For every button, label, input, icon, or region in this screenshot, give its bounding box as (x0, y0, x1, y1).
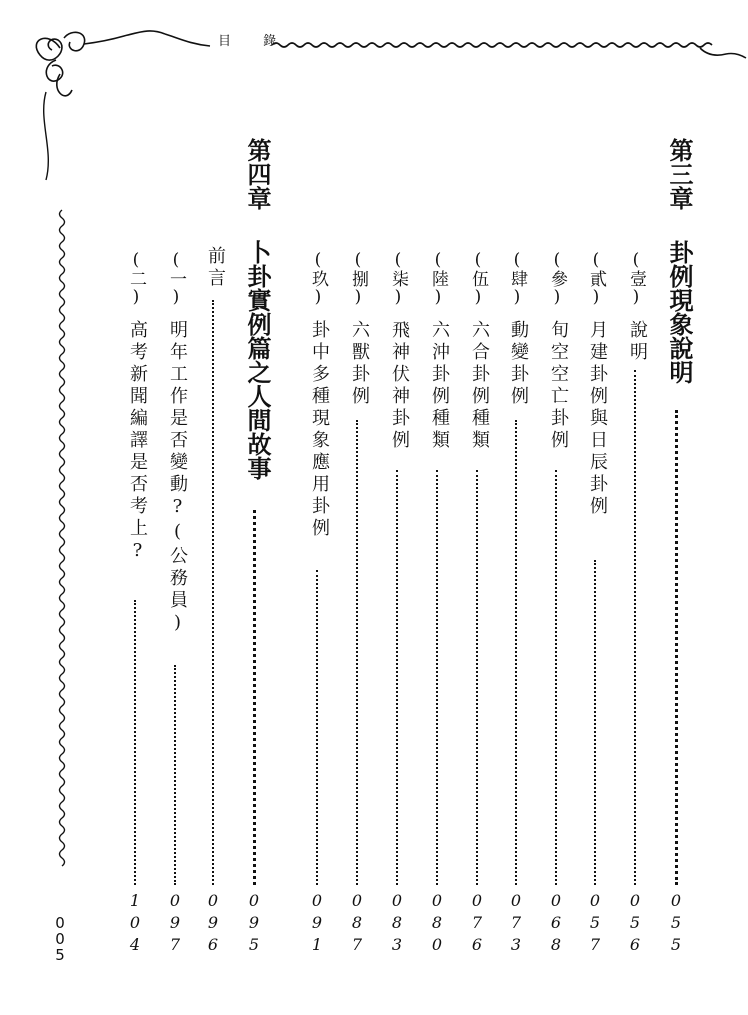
section-mark: (一) (166, 250, 186, 307)
dot-leader (316, 570, 318, 885)
section-title: 前言 (205, 246, 226, 290)
section-title: 六合卦例種類 (469, 320, 490, 452)
ornament-header (0, 0, 748, 120)
dot-leader (396, 470, 398, 885)
section-title: 說明 (627, 320, 648, 364)
section-mark: (伍) (468, 250, 488, 307)
section-title: 六獸卦例 (349, 320, 370, 408)
section-mark: (玖) (308, 250, 328, 307)
section-title: 卦中多種現象應用卦例 (309, 320, 330, 540)
section-page: 076 (471, 891, 483, 954)
section-page: 056 (629, 891, 641, 954)
dot-leader (253, 510, 256, 885)
section-page: 097 (169, 891, 181, 954)
toc-heading: 目 錄 (218, 34, 291, 49)
section-title: 六沖卦例種類 (429, 320, 450, 452)
dot-leader (174, 665, 176, 885)
section-page: 087 (351, 891, 363, 954)
section-mark: (陸) (428, 250, 448, 307)
section-page: 068 (550, 891, 562, 954)
section-mark: (貳) (586, 250, 606, 307)
section-page: 096 (207, 891, 219, 954)
chapter-title: 卜卦實例篇之人間故事 (243, 240, 271, 480)
dot-leader (675, 410, 678, 885)
dot-leader (555, 470, 557, 885)
chapter-number: 第四章 (243, 138, 271, 210)
section-mark: (壹) (626, 250, 646, 307)
dot-leader (634, 370, 636, 885)
chapter-page: 055 (670, 891, 682, 954)
section-title: 動變卦例 (508, 320, 529, 408)
section-title: 高考新聞編譯是否考上? (127, 320, 148, 565)
dot-leader (515, 420, 517, 885)
section-title: 飛神伏神卦例 (389, 320, 410, 452)
section-page: 080 (431, 891, 443, 954)
chapter-title: 卦例現象說明 (665, 240, 693, 384)
dot-leader (134, 600, 136, 885)
section-title: 明年工作是否變動?(公務員) (167, 320, 188, 637)
section-mark: (柒) (388, 250, 408, 307)
page-number: 005 (55, 914, 65, 964)
section-page: 091 (311, 891, 323, 954)
ornament-left-border (0, 0, 80, 1015)
section-mark: (肆) (507, 250, 527, 307)
chapter-number: 第三章 (665, 138, 693, 210)
dot-leader (356, 420, 358, 885)
section-mark: (二) (126, 250, 146, 307)
dot-leader (476, 470, 478, 885)
section-title: 月建卦例與日辰卦例 (587, 320, 608, 518)
section-page: 104 (129, 891, 141, 954)
section-mark: (參) (547, 250, 567, 307)
section-page: 057 (589, 891, 601, 954)
section-page: 083 (391, 891, 403, 954)
chapter-page: 095 (248, 891, 260, 954)
section-title: 旬空空亡卦例 (548, 320, 569, 452)
section-mark: (捌) (348, 250, 368, 307)
dot-leader (212, 300, 214, 885)
dot-leader (436, 470, 438, 885)
dot-leader (594, 560, 596, 885)
section-page: 073 (510, 891, 522, 954)
